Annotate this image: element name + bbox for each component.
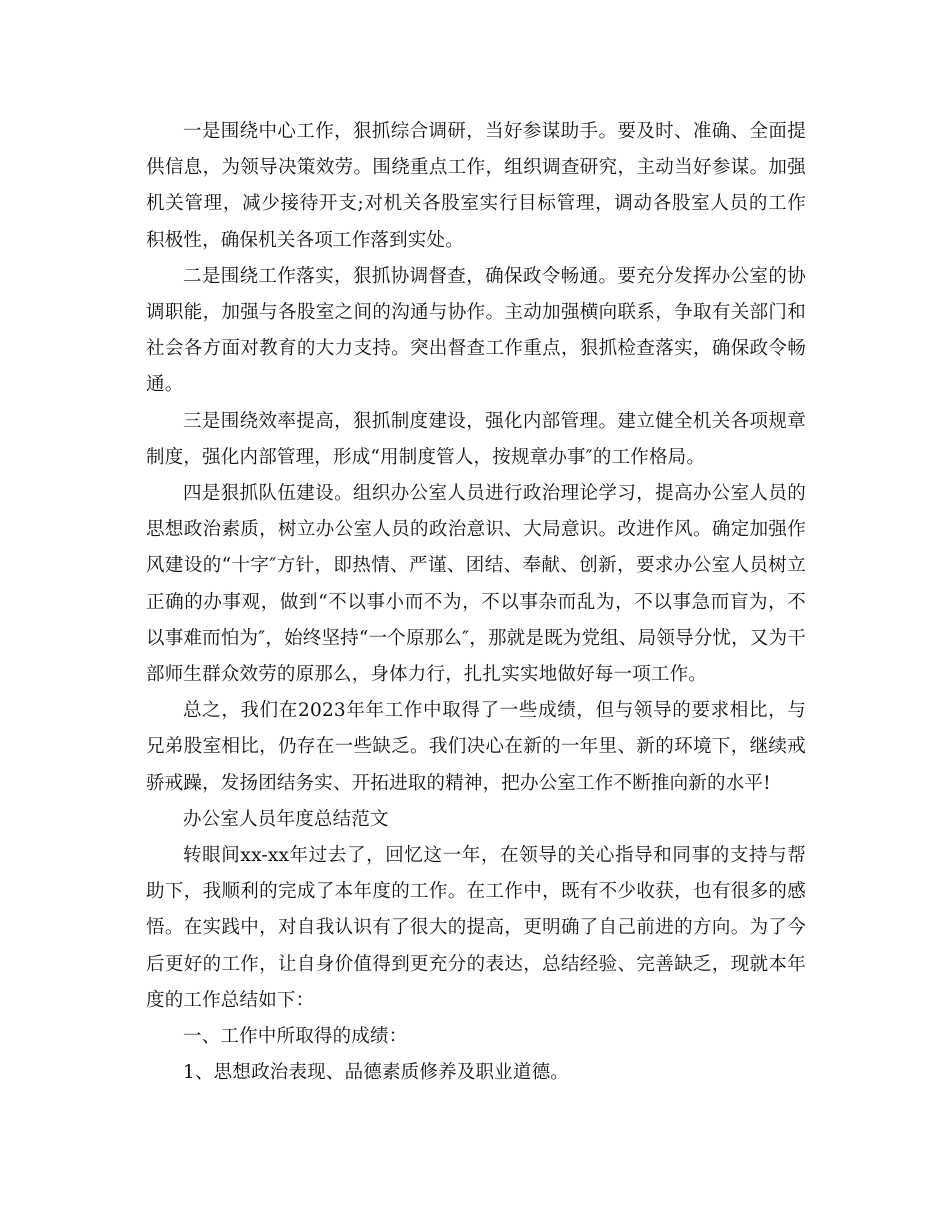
document-body	[146, 114, 806, 1091]
heading-achievements: 一、工作中所取得的成绩：	[183, 1026, 408, 1048]
paragraph-coordination: 二是围绕工作落实，狠抓协调督查，确保政令畅通。要充分发挥办公室的协调职能，加强与各股室之间的沟通与协作。主动加强横向联系，争取有关部门和社会各方面对教育的大力支持。突出督查工作重点，狠抓检查落实，确保政令畅通。	[146, 265, 806, 396]
subheading-political: 1、思想政治表现、品德素质修养及职业道德。	[183, 1062, 569, 1084]
paragraph-conclusion: 总之，我们在2023年年工作中取得了一些成绩，但与领导的要求相比，与兄弟股室相比，仍存在一些缺乏。我们决心在新的一年里、新的环境下，继续戒骄戒躁，发扬团结务实、开拓进取的精神，把办公室工作不断推向新的水平!	[146, 700, 806, 794]
paragraph-team-building: 四是狠抓队伍建设。组织办公室人员进行政治理论学习，提高办公室人员的思想政治素质，树立办公室人员的政治意识、大局意识。改进作风。确定加强作风建设的“十字″方针，即热情、严谨、团结、奉献、创新，要求办公室人员树立正确的办事观，做到“不以事小而不为，不以事杂而乱为，不以事急而盲为，不以事难而怕为″，始终坚持“一个原那么″，那就是既为党组、局领导分忧，又为干部师生群众效劳的原那么，身体力行，扎扎实实地做好每一项工作。	[146, 483, 806, 686]
section-title: 办公室人员年度总结范文	[183, 808, 389, 830]
paragraph-intro: 转眼间xx-xx年过去了，回忆这一年，在领导的关心指导和同事的支持与帮助下，我顺利的完成了本年度的工作。在工作中，既有不少收获，也有很多的感悟。在实践中，对自我认识有了很大的提高，更明确了自己前进的方向。为了今后更好的工作，让自身价值得到更充分的表达，总结经验、完善缺乏，现就本年度的工作总结如下：	[146, 845, 806, 1011]
paragraph-center-work: 一是围绕中心工作，狠抓综合调研，当好参谋助手。要及时、准确、全面提供信息，为领导决策效劳。围绕重点工作，组织调查研究，主动当好参谋。加强机关管理，减少接待开支;对机关各股室实行目标管理，调动各股室人员的工作积极性，确保机关各项工作落到实处。	[146, 121, 806, 251]
paragraph-efficiency: 三是围绕效率提高，狠抓制度建设，强化内部管理。建立健全机关各项规章制度，强化内部管理，形成“用制度管人，按规章办事″的工作格局。	[146, 410, 806, 468]
